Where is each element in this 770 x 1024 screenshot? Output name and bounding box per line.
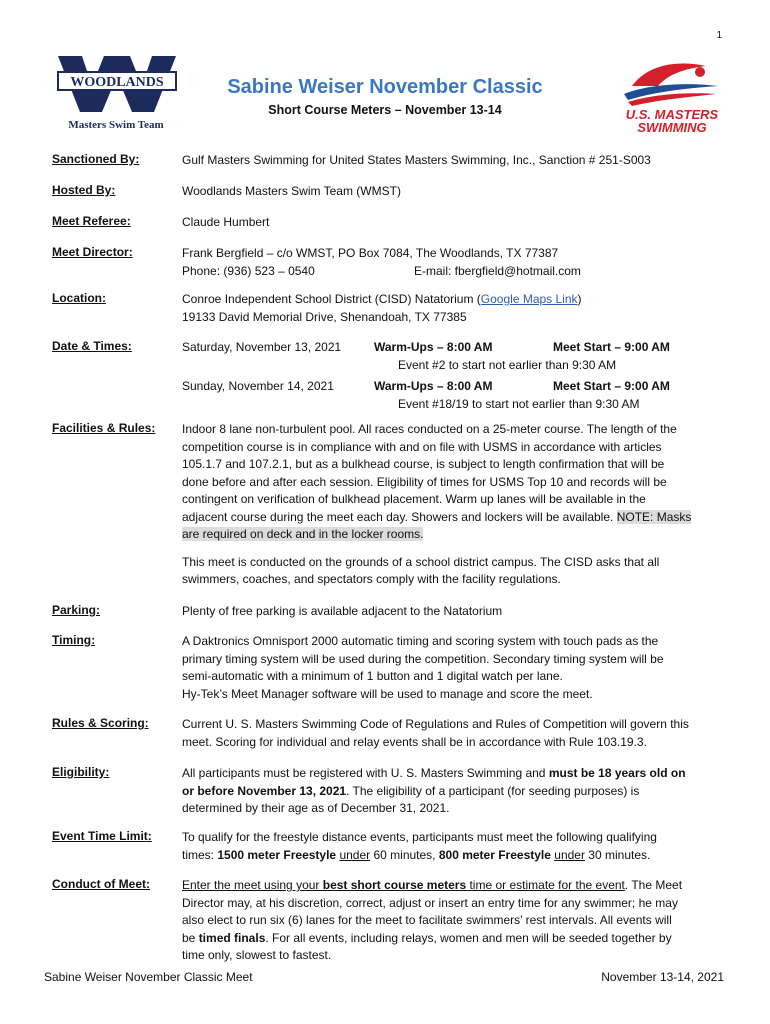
label-dates: Date & Times: bbox=[52, 339, 132, 353]
director-address: Frank Bergfield – c/o WMST, PO Box 7084, The Woodlands, TX 77387 bbox=[182, 246, 559, 260]
facilities-para2 bbox=[182, 554, 732, 589]
tl-under: under bbox=[554, 847, 585, 862]
swimmer-icon bbox=[618, 56, 726, 134]
value-hosted: Woodlands Masters Swim Team (WMST) bbox=[182, 184, 401, 198]
value-sanctioned: Gulf Masters Swimming for United States Masters Swimming, Inc., Sanction # 251-S003 bbox=[182, 153, 651, 167]
footer-right: November 13-14, 2021 bbox=[601, 970, 724, 984]
conduct-text: time or estimate for the event bbox=[466, 878, 625, 892]
google-maps-link[interactable]: Google Maps Link bbox=[480, 292, 578, 306]
timing-line: Hy-Tek’s Meet Manager software will be used to manage and score the meet. bbox=[182, 686, 593, 701]
conduct-line: time only, slowest to fastest. bbox=[182, 948, 332, 962]
conduct-text: Enter the meet using your bbox=[182, 878, 323, 892]
day-start: Meet Start – 9:00 AM bbox=[553, 340, 670, 354]
director-email: E-mail: fbergfield@hotmail.com bbox=[414, 263, 581, 278]
timing-line: primary timing system will be used during the competition. Secondary timing system will be bbox=[182, 651, 664, 666]
conduct-line bbox=[182, 930, 732, 948]
label-timing: Timing: bbox=[52, 633, 96, 647]
location-paren: ) bbox=[577, 292, 582, 306]
location-line1 bbox=[182, 291, 732, 309]
tl-800: 800 meter Freestyle bbox=[438, 847, 551, 862]
location-block bbox=[182, 291, 732, 326]
woodlands-w-logo-icon bbox=[52, 52, 182, 134]
meet-title: Sabine Weiser November Classic bbox=[227, 76, 543, 98]
day-start: Meet Start – 9:00 AM bbox=[553, 379, 670, 393]
conduct-text: be bbox=[182, 930, 199, 945]
woodlands-caption: Masters Swim Team bbox=[68, 119, 164, 131]
director-contact bbox=[182, 263, 732, 281]
label-director: Meet Director: bbox=[52, 245, 133, 259]
day-note: Event #2 to start not earlier than 9:30 AM bbox=[398, 357, 617, 372]
time-limit-line: To qualify for the freestyle distance events, participants must meet the following qualifying bbox=[182, 830, 657, 844]
conduct-line: also elect to run six (6) lanes for the meet to facilitate swimmers’ rest intervals. All events will bbox=[182, 913, 672, 927]
rules-block bbox=[182, 716, 732, 751]
facilities-line: contingent on verification of bulkhead placement. Warm up lanes will be available in the bbox=[182, 492, 646, 506]
conduct-bold: best short course meters bbox=[322, 878, 467, 892]
usms-logo bbox=[618, 56, 726, 134]
day-note: Event #18/19 to start not earlier than 9:30 AM bbox=[398, 396, 640, 411]
facilities-line: This meet is conducted on the grounds of a school district campus. The CISD asks that all bbox=[182, 554, 660, 569]
label-conduct: Conduct of Meet: bbox=[52, 877, 150, 891]
time-limit-block bbox=[182, 829, 732, 864]
label-hosted: Hosted By: bbox=[52, 183, 116, 197]
timing-line: A Daktronics Omnisport 2000 automatic timing and scoring system with touch pads as the bbox=[182, 634, 659, 648]
facilities-line: 105.1.7 and 107.2.1, but as a bulkhead course, is subject to length confirmation that will be bbox=[182, 457, 665, 471]
facilities-text: adjacent course during the meet each day. Showers and lockers will be available. bbox=[182, 509, 617, 524]
label-time-limit: Event Time Limit: bbox=[52, 829, 152, 843]
conduct-text: . For all events, including relays, women and men will be seeded together by bbox=[265, 930, 672, 945]
eligibility-date: or before November 13, 2021 bbox=[182, 783, 347, 798]
footer-left: Sabine Weiser November Classic Meet bbox=[44, 970, 253, 984]
dates-block bbox=[182, 339, 732, 413]
usms-line1: U.S. MASTERS bbox=[625, 107, 719, 122]
facilities-line bbox=[182, 526, 732, 544]
facilities-line: Indoor 8 lane non-turbulent pool. All races conducted on a 25-meter course. The length of the bbox=[182, 422, 677, 436]
value-parking: Plenty of free parking is available adjacent to the Natatorium bbox=[182, 604, 503, 618]
usms-line2: SWIMMING bbox=[637, 120, 707, 134]
label-parking: Parking: bbox=[52, 603, 101, 617]
rules-line: Current U. S. Masters Swimming Code of Regulations and Rules of Competition will govern this bbox=[182, 717, 689, 731]
value-referee: Claude Humbert bbox=[182, 215, 270, 229]
facilities-line: done before and after each session. Eligibility of times for USMS Top 10 and records will be bbox=[182, 474, 667, 489]
label-sanctioned: Sanctioned By: bbox=[52, 152, 140, 166]
tl-text: 30 minutes. bbox=[584, 847, 651, 862]
woodlands-wordmark: WOODLANDS bbox=[70, 75, 164, 90]
mask-note-cont: are required on deck and in the locker rooms. bbox=[182, 527, 424, 541]
facilities-line bbox=[182, 509, 732, 527]
conduct-block bbox=[182, 877, 732, 965]
tl-1500: 1500 meter Freestyle bbox=[217, 847, 337, 862]
facilities-block bbox=[182, 421, 732, 589]
eligibility-line bbox=[182, 783, 732, 801]
facilities-line: competition course is in compliance with and on file with USMS in accordance with articles bbox=[182, 439, 662, 454]
label-facilities: Facilities & Rules: bbox=[52, 421, 156, 435]
page-number: 1 bbox=[716, 30, 722, 41]
tl-text: times: bbox=[182, 847, 218, 862]
conduct-line bbox=[182, 877, 732, 895]
timing-line: semi-automatic with a minimum of 1 button and 1 digital watch per lane. bbox=[182, 669, 563, 683]
conduct-bold: timed finals bbox=[198, 930, 266, 945]
rules-line: meet. Scoring for individual and relay events shall be in accordance with Rule 103.19.3. bbox=[182, 734, 647, 749]
location-line2: 19133 David Memorial Drive, Shenandoah, TX 77385 bbox=[182, 309, 467, 324]
day-date: Sunday, November 14, 2021 bbox=[182, 379, 334, 393]
meet-subtitle: Short Course Meters – November 13-14 bbox=[268, 103, 502, 117]
day-row bbox=[182, 378, 732, 396]
conduct-line: Director may, at his discretion, correct, adjust or insert an entry time for any swimmer; he may bbox=[182, 895, 678, 910]
director-block bbox=[182, 245, 732, 280]
mask-note: NOTE: Masks bbox=[616, 509, 692, 524]
tl-under: under bbox=[339, 847, 371, 862]
label-rules: Rules & Scoring: bbox=[52, 716, 149, 730]
facilities-line: swimmers, coaches, and spectators comply with the facility regulations. bbox=[182, 572, 561, 586]
director-phone: Phone: (936) 523 – 0540 bbox=[182, 263, 315, 278]
conduct-text: . The Meet bbox=[624, 878, 683, 892]
eligibility-line bbox=[182, 765, 732, 783]
label-eligibility: Eligibility: bbox=[52, 765, 110, 779]
timing-block bbox=[182, 633, 732, 703]
eligibility-text: All participants must be registered with U. S. Masters Swimming and bbox=[182, 766, 549, 780]
day-date: Saturday, November 13, 2021 bbox=[182, 340, 342, 354]
tl-text: 60 minutes, bbox=[370, 847, 439, 862]
day-warmup: Warm-Ups – 8:00 AM bbox=[374, 340, 493, 354]
label-location: Location: bbox=[52, 291, 106, 305]
eligibility-text: . The eligibility of a participant (for seeding purposes) is bbox=[346, 783, 640, 798]
eligibility-block bbox=[182, 765, 732, 818]
day-row bbox=[182, 339, 732, 357]
location-text: Conroe Independent School District (CISD) Natatorium ( bbox=[182, 292, 481, 306]
day-warmup: Warm-Ups – 8:00 AM bbox=[374, 379, 493, 393]
eligibility-line: determined by their age as of December 31, 2021. bbox=[182, 801, 450, 815]
label-referee: Meet Referee: bbox=[52, 214, 131, 228]
time-limit-line bbox=[182, 847, 732, 865]
eligibility-age: must be 18 years old on bbox=[548, 766, 686, 780]
